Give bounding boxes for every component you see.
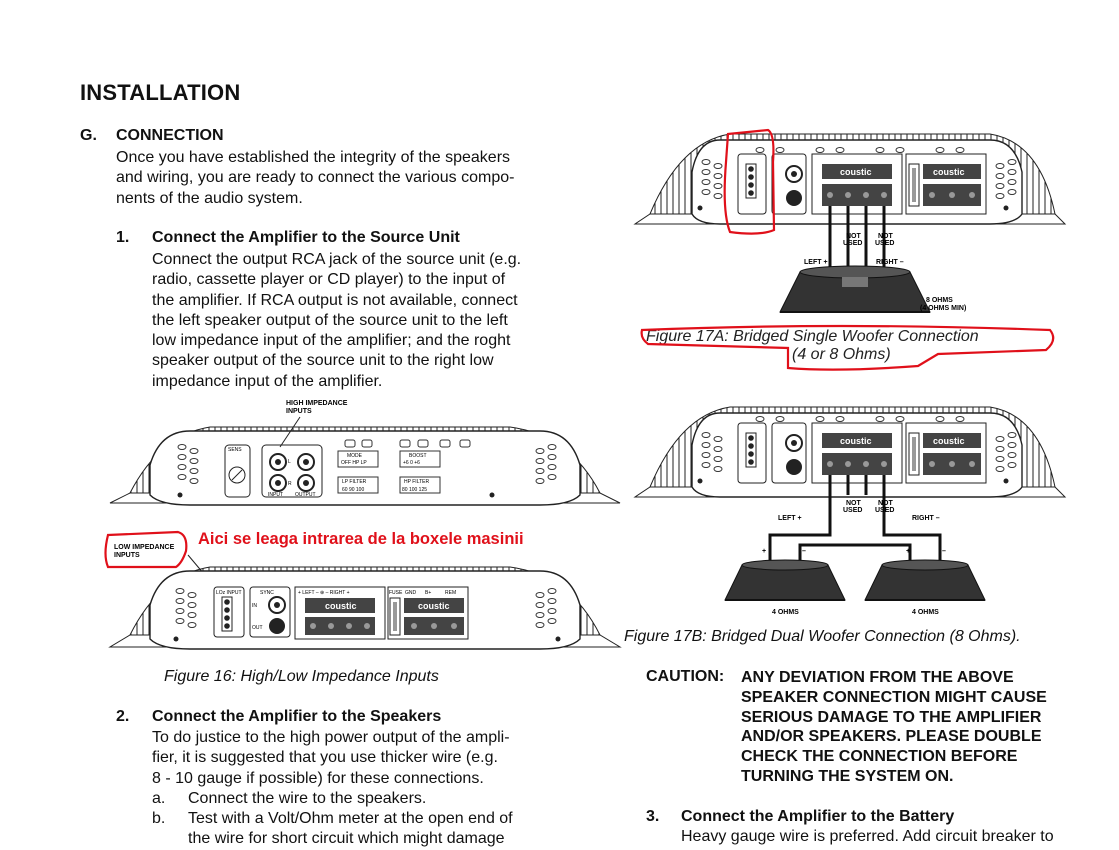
sync-in-label: IN	[252, 603, 257, 609]
17b-not-used-1: NOT	[846, 500, 861, 507]
loz-input-label: LOz INPUT	[216, 590, 242, 596]
output-label: OUTPUT	[295, 492, 316, 498]
boost-options: +6 0 +6	[403, 460, 420, 466]
step1-line: speaker output of the source unit to the right low	[152, 352, 494, 370]
caution-line: ANY DEVIATION FROM THE ABOVE	[741, 669, 1014, 686]
gnd-label: GND	[405, 590, 417, 596]
step2-body	[152, 728, 562, 789]
low-impedance-label-1: LOW IMPEDANCE	[114, 544, 175, 551]
amplifier-high-impedance	[110, 427, 620, 505]
input-label: INPUT	[268, 492, 283, 498]
amplifier-low-impedance	[110, 567, 620, 649]
figure-17a-diagram	[630, 122, 1070, 332]
mode-label: MODE	[347, 453, 362, 459]
step2-item-b-line: the wire for short circuit which might damage	[188, 830, 505, 848]
17b-plus-left: +	[762, 548, 767, 555]
figure-17a-caption-line2: (4 or 8 Ohms)	[792, 346, 891, 363]
17b-left-plus: LEFT +	[778, 515, 802, 522]
step2-item-a-text: Connect the wire to the speakers.	[188, 790, 427, 807]
brand-logo: coustic	[840, 167, 872, 177]
sync-out-label: OUT	[252, 625, 263, 631]
step1-line: radio, cassette player or CD player) to the input of	[152, 271, 506, 289]
caution-line: TURNING THE SYSTEM ON.	[741, 767, 954, 785]
intro-line: and wiring, you are ready to connect the various compo-	[116, 169, 515, 187]
figure-17a-caption-highlight	[638, 320, 1058, 376]
mode-options: OFF HP LP	[341, 460, 367, 466]
figure-17b-diagram	[630, 395, 1070, 620]
17b-plus-right: +	[906, 548, 911, 555]
brand-logo: coustic	[933, 436, 965, 446]
hp-filter-options: 80 100 125	[402, 487, 428, 493]
caution-text	[741, 668, 1091, 787]
step1-body	[152, 250, 562, 392]
step1-title: Connect the Amplifier to the Source Unit	[152, 229, 460, 246]
step2-item-b-line: Test with a Volt/Ohm meter at the open end of	[188, 810, 513, 827]
17b-not-used-2: USED	[843, 507, 863, 514]
high-impedance-label-1: HIGH IMPEDANCE	[286, 400, 348, 407]
section-intro	[116, 148, 561, 209]
17a-right-minus: RIGHT –	[876, 259, 904, 266]
step1-line: the left speaker output of the source unit to the left	[152, 311, 508, 329]
step3-title: Connect the Amplifier to the Battery	[681, 808, 955, 825]
speaker-bar-label: + LEFT – ⊕ – RIGHT +	[298, 590, 350, 596]
caution-line: CHECK THE CONNECTION BEFORE	[741, 748, 1018, 766]
caution-label: CAUTION:	[646, 668, 725, 685]
17b-right-minus: RIGHT –	[912, 515, 940, 522]
17b-minus-left: –	[802, 548, 806, 555]
figure-17b-caption: Figure 17B: Bridged Dual Woofer Connection (8 Ohms).	[624, 628, 1021, 645]
step3-line: Heavy gauge wire is preferred. Add circuit breaker to	[681, 828, 1054, 845]
17a-ohms-min: (4 OHMS MIN)	[920, 305, 967, 312]
step2-line: To do justice to the high power output of the ampli-	[152, 729, 510, 746]
brand-logo: coustic	[418, 601, 450, 611]
17b-not-used-4: USED	[875, 507, 895, 514]
step2-title: Connect the Amplifier to the Speakers	[152, 708, 442, 725]
step3-body	[681, 827, 1101, 847]
brand-logo: coustic	[840, 436, 872, 446]
section-letter: G.	[80, 127, 97, 144]
sens-label: SENS	[228, 447, 242, 453]
intro-line: Once you have established the integrity of the speakers	[116, 149, 511, 166]
17b-ohms-right: 4 OHMS	[912, 609, 939, 616]
step2-line: 8 - 10 gauge if possible) for these connections.	[152, 769, 484, 787]
step2-item-b-text	[188, 809, 568, 850]
lp-filter-label: LP FILTER	[342, 479, 367, 485]
brand-logo: coustic	[933, 167, 965, 177]
step1-number: 1.	[116, 229, 130, 246]
17a-not-used-3: NOT	[878, 233, 893, 240]
hp-filter-label: HP FILTER	[404, 479, 430, 485]
17b-minus-right: –	[942, 548, 946, 555]
caution-line: AND/OR SPEAKERS. PLEASE DOUBLE	[741, 728, 1042, 746]
step1-line: low impedance input of the amplifier; and the roght	[152, 332, 511, 350]
figure-17a-caption-line1: Figure 17A: Bridged Single Woofer Connection	[646, 328, 979, 345]
step1-line: impedance input of the amplifier.	[152, 372, 383, 390]
high-impedance-label-2: INPUTS	[286, 408, 312, 415]
17a-left-plus: LEFT +	[804, 259, 828, 266]
step2-line: fier, it is suggested that you use thicker wire (e.g.	[152, 749, 498, 767]
step2-number: 2.	[116, 708, 130, 725]
step1-line: Connect the output RCA jack of the source unit (e.g.	[152, 251, 522, 268]
17b-ohms-left: 4 OHMS	[772, 609, 799, 616]
17a-not-used-4: USED	[875, 240, 895, 247]
17a-ohms: 8 OHMS	[926, 297, 953, 304]
r-label: R	[288, 481, 292, 487]
page-heading: INSTALLATION	[80, 80, 241, 105]
rem-label: REM	[445, 590, 457, 596]
intro-line: nents of the audio system.	[116, 189, 303, 207]
section-title: CONNECTION	[116, 127, 224, 144]
bplus-label: B+	[425, 590, 432, 596]
caution-line: SERIOUS DAMAGE TO THE AMPLIFIER	[741, 708, 1042, 726]
boost-label: BOOST	[409, 453, 427, 459]
red-annotation: Aici se leaga intrarea de la boxele masinii	[198, 530, 524, 548]
step2-item-a-mark: a.	[152, 790, 166, 807]
step3-number: 3.	[646, 808, 660, 825]
lp-filter-options: 60 90 100	[342, 487, 365, 493]
figure-16-caption: Figure 16: High/Low Impedance Inputs	[164, 668, 439, 685]
17a-not-used-2: USED	[843, 240, 863, 247]
l-label: L	[288, 459, 291, 465]
sync-label: SYNC	[260, 590, 274, 596]
caution-line: SPEAKER CONNECTION MIGHT CAUSE	[741, 688, 1047, 706]
step2-item-b-mark: b.	[152, 810, 166, 827]
17a-not-used-1: NOT	[846, 233, 861, 240]
fuse-label: FUSE	[389, 590, 403, 596]
low-impedance-label-2: INPUTS	[114, 552, 140, 559]
step1-line: the amplifier. If RCA output is not available, connect	[152, 291, 518, 309]
17b-not-used-3: NOT	[878, 500, 893, 507]
brand-logo: coustic	[325, 601, 357, 611]
